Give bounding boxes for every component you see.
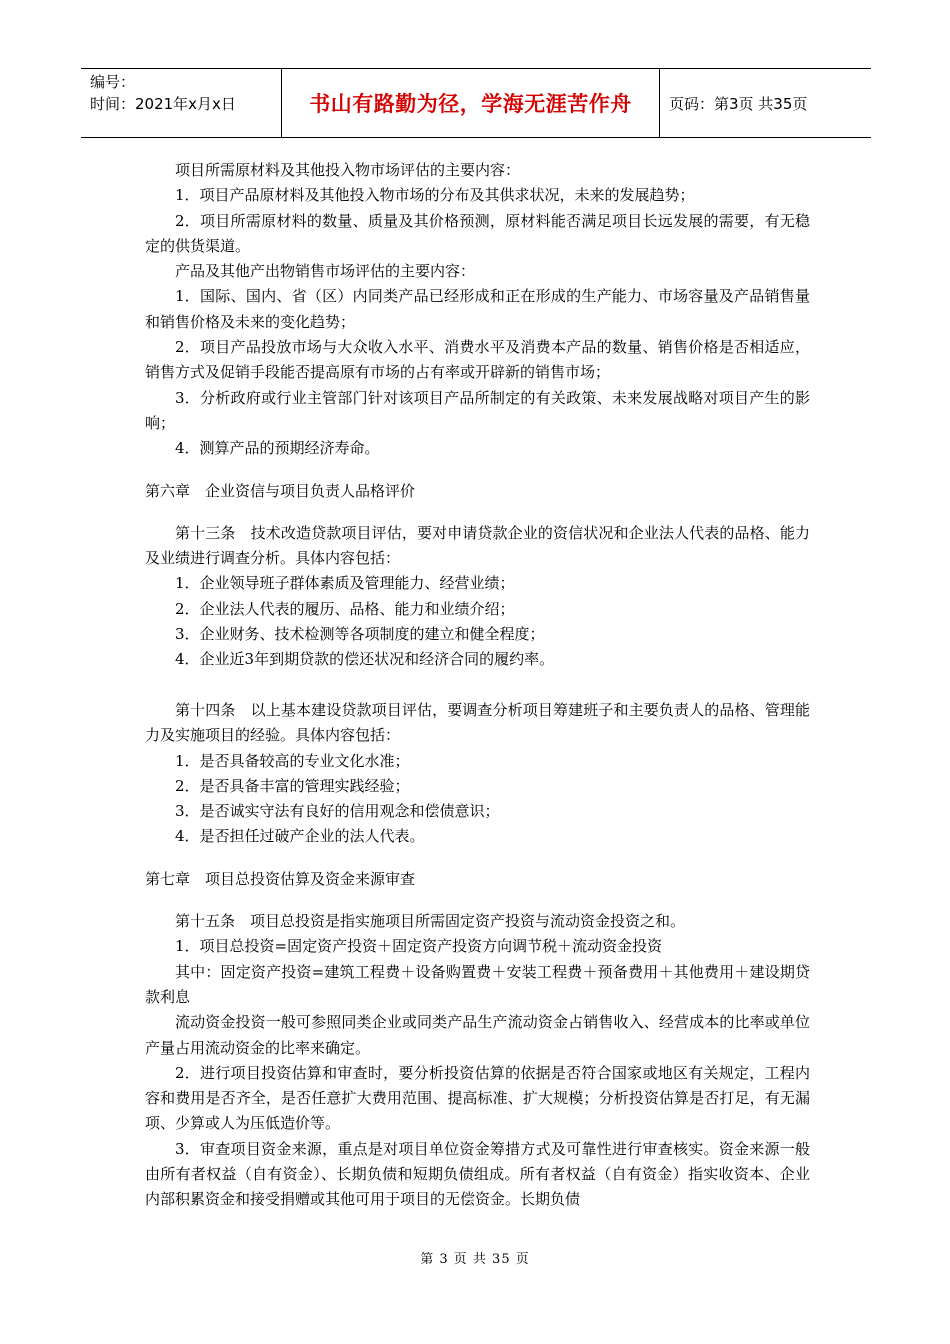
body-paragraph: 第十五条 项目总投资是指实施项目所需固定资产投资与流动资金投资之和。 [175, 912, 686, 931]
header-date-label: 时间：2021年x月x日 [90, 95, 236, 113]
body-paragraph: 2．进行项目投资估算和审查时，要分析投资估算的依据是否符合国家或地区有关规定，工程内容和费用是否齐全，是否任意扩大费用范围、提高标准、扩大规模；分析投资估算是否打足，有无漏项、少算或人为压低造价等。 [145, 1063, 810, 1133]
document-body [145, 158, 810, 1213]
body-paragraph: 3．分析政府或行业主管部门针对该项目产品所制定的有关政策、未来发展战略对项目产生的影响； [145, 388, 810, 432]
body-paragraph: 流动资金投资一般可参照同类企业或同类产品生产流动资金占销售收入、经营成本的比率或单位产量占用流动资金的比率来确定。 [145, 1013, 810, 1057]
header-page-info: 页码：第3页 共35页 [669, 94, 808, 113]
body-paragraph: 2．企业法人代表的履历、品格、能力和业绩介绍； [175, 599, 515, 618]
page-footer: 第 3 页 共 35 页 [420, 1252, 530, 1267]
header-number-label: 编号： [90, 73, 136, 91]
body-paragraph: 项目所需原材料及其他投入物市场评估的主要内容： [175, 161, 521, 179]
body-paragraph: 1．项目产品原材料及其他投入物市场的分布及其供求状况，未来的发展趋势； [175, 186, 695, 205]
page-header [81, 68, 871, 138]
header-motto: 书山有路勤为径，学海无涯苦作舟 [309, 92, 632, 116]
body-paragraph: 2．项目产品投放市场与大众收入水平、消费水平及消费本产品的数量、销售价格是否相适应，销售方式及促销手段能否提高原有市场的占有率或开辟新的销售市场； [145, 338, 810, 382]
body-paragraph: 第十四条 以上基本建设贷款项目评估，要调查分析项目筹建班子和主要负责人的品格、管理能力及实施项目的经验。具体内容包括： [145, 700, 810, 745]
header-meta [81, 69, 282, 137]
chapter-heading: 第七章 项目总投资估算及资金来源审查 [145, 869, 416, 888]
blank-line [145, 673, 810, 698]
body-paragraph: 2．项目所需原材料的数量、质量及其价格预测，原材料能否满足项目长远发展的需要，有无稳定的供货渠道。 [145, 211, 810, 255]
body-paragraph: 1．是否具备较高的专业文化水准； [175, 751, 410, 770]
body-paragraph: 2．是否具备丰富的管理实践经验； [175, 776, 410, 795]
chapter-heading: 第六章 企业资信与项目负责人品格评价 [145, 481, 416, 500]
body-paragraph: 3．企业财务、技术检测等各项制度的建立和健全程度； [175, 625, 545, 644]
body-paragraph: 其中：固定资产投资=建筑工程费＋设备购置费＋安装工程费＋预备费用＋其他费用＋建设期贷款利息 [145, 962, 810, 1006]
body-paragraph: 1．项目总投资=固定资产投资＋固定资产投资方向调节税＋流动资金投资 [175, 937, 663, 956]
body-paragraph: 4．企业近3年到期贷款的偿还状况和经济合同的履约率。 [175, 650, 555, 669]
header-motto-cell [282, 69, 660, 137]
body-paragraph: 3．审查项目资金来源，重点是对项目单位资金筹措方式及可靠性进行审查核实。资金来源一般由所有者权益（自有资金）、长期负债和短期负债组成。所有者权益（自有资金）指实收资本、企业内部积累资金和接受捐赠或其他可用于项目的无偿资金。长期负债 [145, 1139, 810, 1209]
body-paragraph: 第十三条 技术改造贷款项目评估，要对申请贷款企业的资信状况和企业法人代表的品格、能力及业绩进行调查分析。具体内容包括： [145, 523, 810, 568]
body-paragraph: 产品及其他产出物销售市场评估的主要内容： [175, 262, 476, 281]
body-paragraph: 4．测算产品的预期经济寿命。 [175, 439, 380, 458]
body-paragraph: 1．国际、国内、省（区）内同类产品已经形成和正在形成的生产能力、市场容量及产品销售量和销售价格及未来的变化趋势； [145, 287, 810, 331]
body-paragraph: 4．是否担任过破产企业的法人代表。 [175, 827, 425, 846]
body-paragraph: 3．是否诚实守法有良好的信用观念和偿债意识； [175, 802, 500, 821]
body-paragraph: 1．企业领导班子群体素质及管理能力、经营业绩； [175, 574, 515, 593]
